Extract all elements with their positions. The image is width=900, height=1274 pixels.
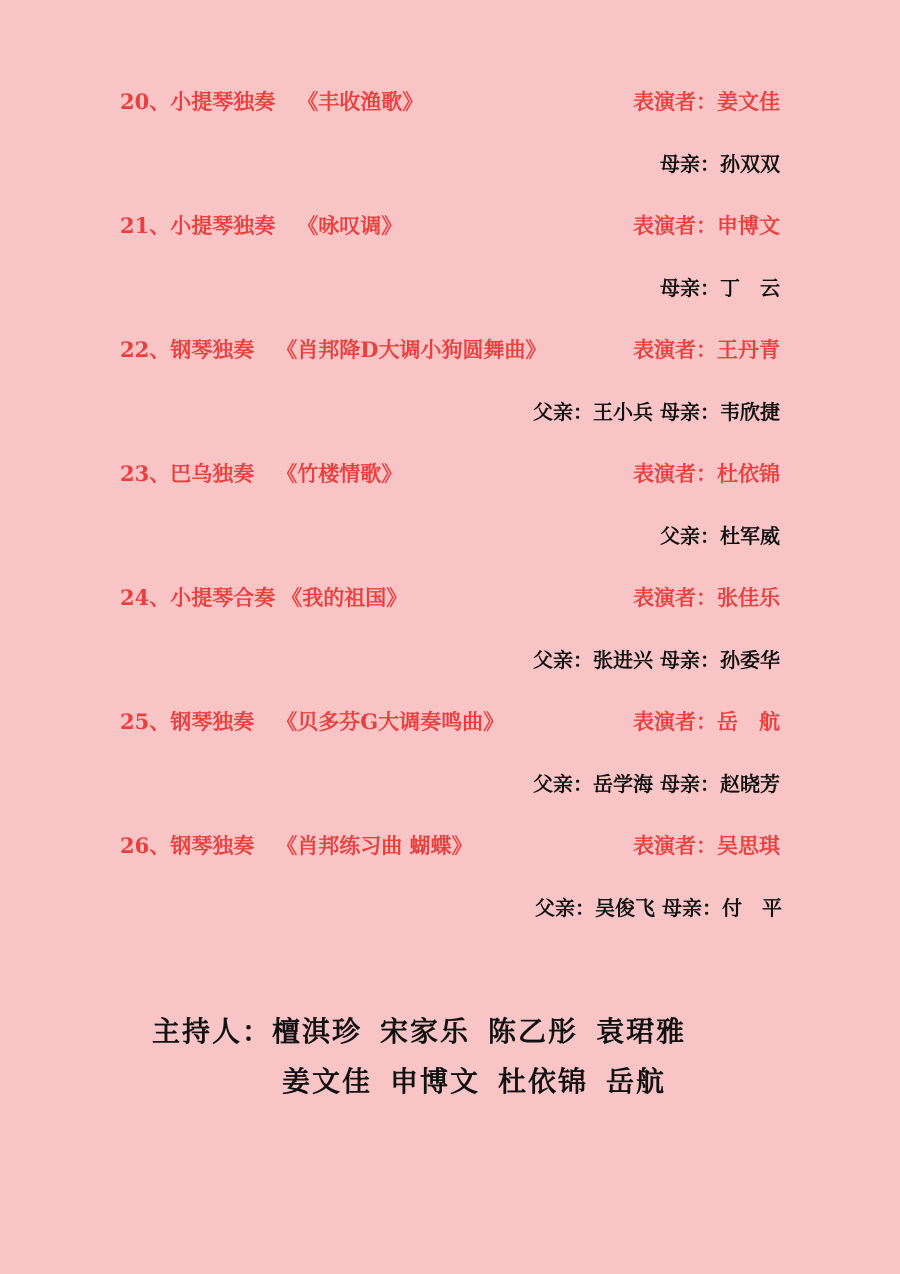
item-number: 21、	[120, 213, 171, 238]
item-performer: 表演者：杜依锦	[633, 461, 780, 486]
hosts-line-2	[282, 1060, 684, 1100]
item-family-25: 父亲：岳学海 母亲：赵晓芳	[533, 772, 780, 796]
item-performer: 表演者：申博文	[633, 213, 780, 238]
host-name: 陈乙彤	[488, 1015, 579, 1048]
item-title: 《丰收渔歌》	[297, 89, 424, 114]
program-item-25	[120, 707, 780, 737]
host-name: 岳航	[606, 1065, 667, 1098]
item-title: 《我的祖国》	[281, 585, 408, 610]
item-performer: 表演者：王丹青	[633, 337, 780, 362]
item-family-24: 父亲：张进兴 母亲：孙委华	[533, 648, 780, 672]
hosts-label: 主持人：	[152, 1015, 273, 1048]
item-number: 22、	[120, 337, 171, 362]
item-type: 钢琴独奏	[170, 337, 255, 362]
host-name: 檀淇珍	[272, 1015, 363, 1048]
item-title: 《竹楼情歌》	[276, 461, 403, 486]
item-performer: 表演者：岳 航	[633, 709, 780, 734]
program-item-26	[120, 831, 780, 861]
item-title: 《肖邦练习曲 蝴蝶》	[276, 833, 473, 858]
item-type: 巴乌独奏	[170, 461, 255, 486]
host-name: 杜依锦	[498, 1065, 589, 1098]
item-title: 《咏叹调》	[297, 213, 403, 238]
item-number: 24、	[120, 585, 171, 610]
program-item-24	[120, 583, 780, 613]
program-item-22	[120, 335, 780, 365]
item-performer: 表演者：姜文佳	[633, 89, 780, 114]
item-family-26: 父亲：吴俊飞 母亲：付 平	[535, 896, 782, 920]
item-type: 小提琴合奏	[170, 585, 276, 610]
hosts-line-1	[152, 1010, 704, 1050]
item-number: 20、	[120, 89, 171, 114]
item-title: 《肖邦降D大调小狗圆舞曲》	[276, 337, 547, 362]
item-performer: 表演者：张佳乐	[633, 585, 780, 610]
item-number: 23、	[120, 461, 171, 486]
host-name: 袁珺雅	[596, 1015, 687, 1048]
host-name: 申博文	[390, 1065, 481, 1098]
item-performer: 表演者：吴思琪	[633, 833, 780, 858]
item-family-23: 父亲：杜军威	[660, 524, 780, 548]
host-name: 宋家乐	[380, 1015, 471, 1048]
host-name: 姜文佳	[282, 1065, 373, 1098]
item-type: 小提琴独奏	[170, 89, 276, 114]
item-family-20: 母亲：孙双双	[660, 152, 780, 176]
item-type: 钢琴独奏	[170, 709, 255, 734]
item-family-21: 母亲：丁 云	[660, 276, 780, 300]
item-type: 小提琴独奏	[170, 213, 276, 238]
item-number: 25、	[120, 709, 171, 734]
program-item-23	[120, 459, 780, 489]
program-item-21	[120, 211, 780, 241]
item-family-22: 父亲：王小兵 母亲：韦欣捷	[533, 400, 780, 424]
item-number: 26、	[120, 833, 171, 858]
item-title: 《贝多芬G大调奏鸣曲》	[276, 709, 505, 734]
program-item-20	[120, 87, 780, 117]
item-type: 钢琴独奏	[170, 833, 255, 858]
